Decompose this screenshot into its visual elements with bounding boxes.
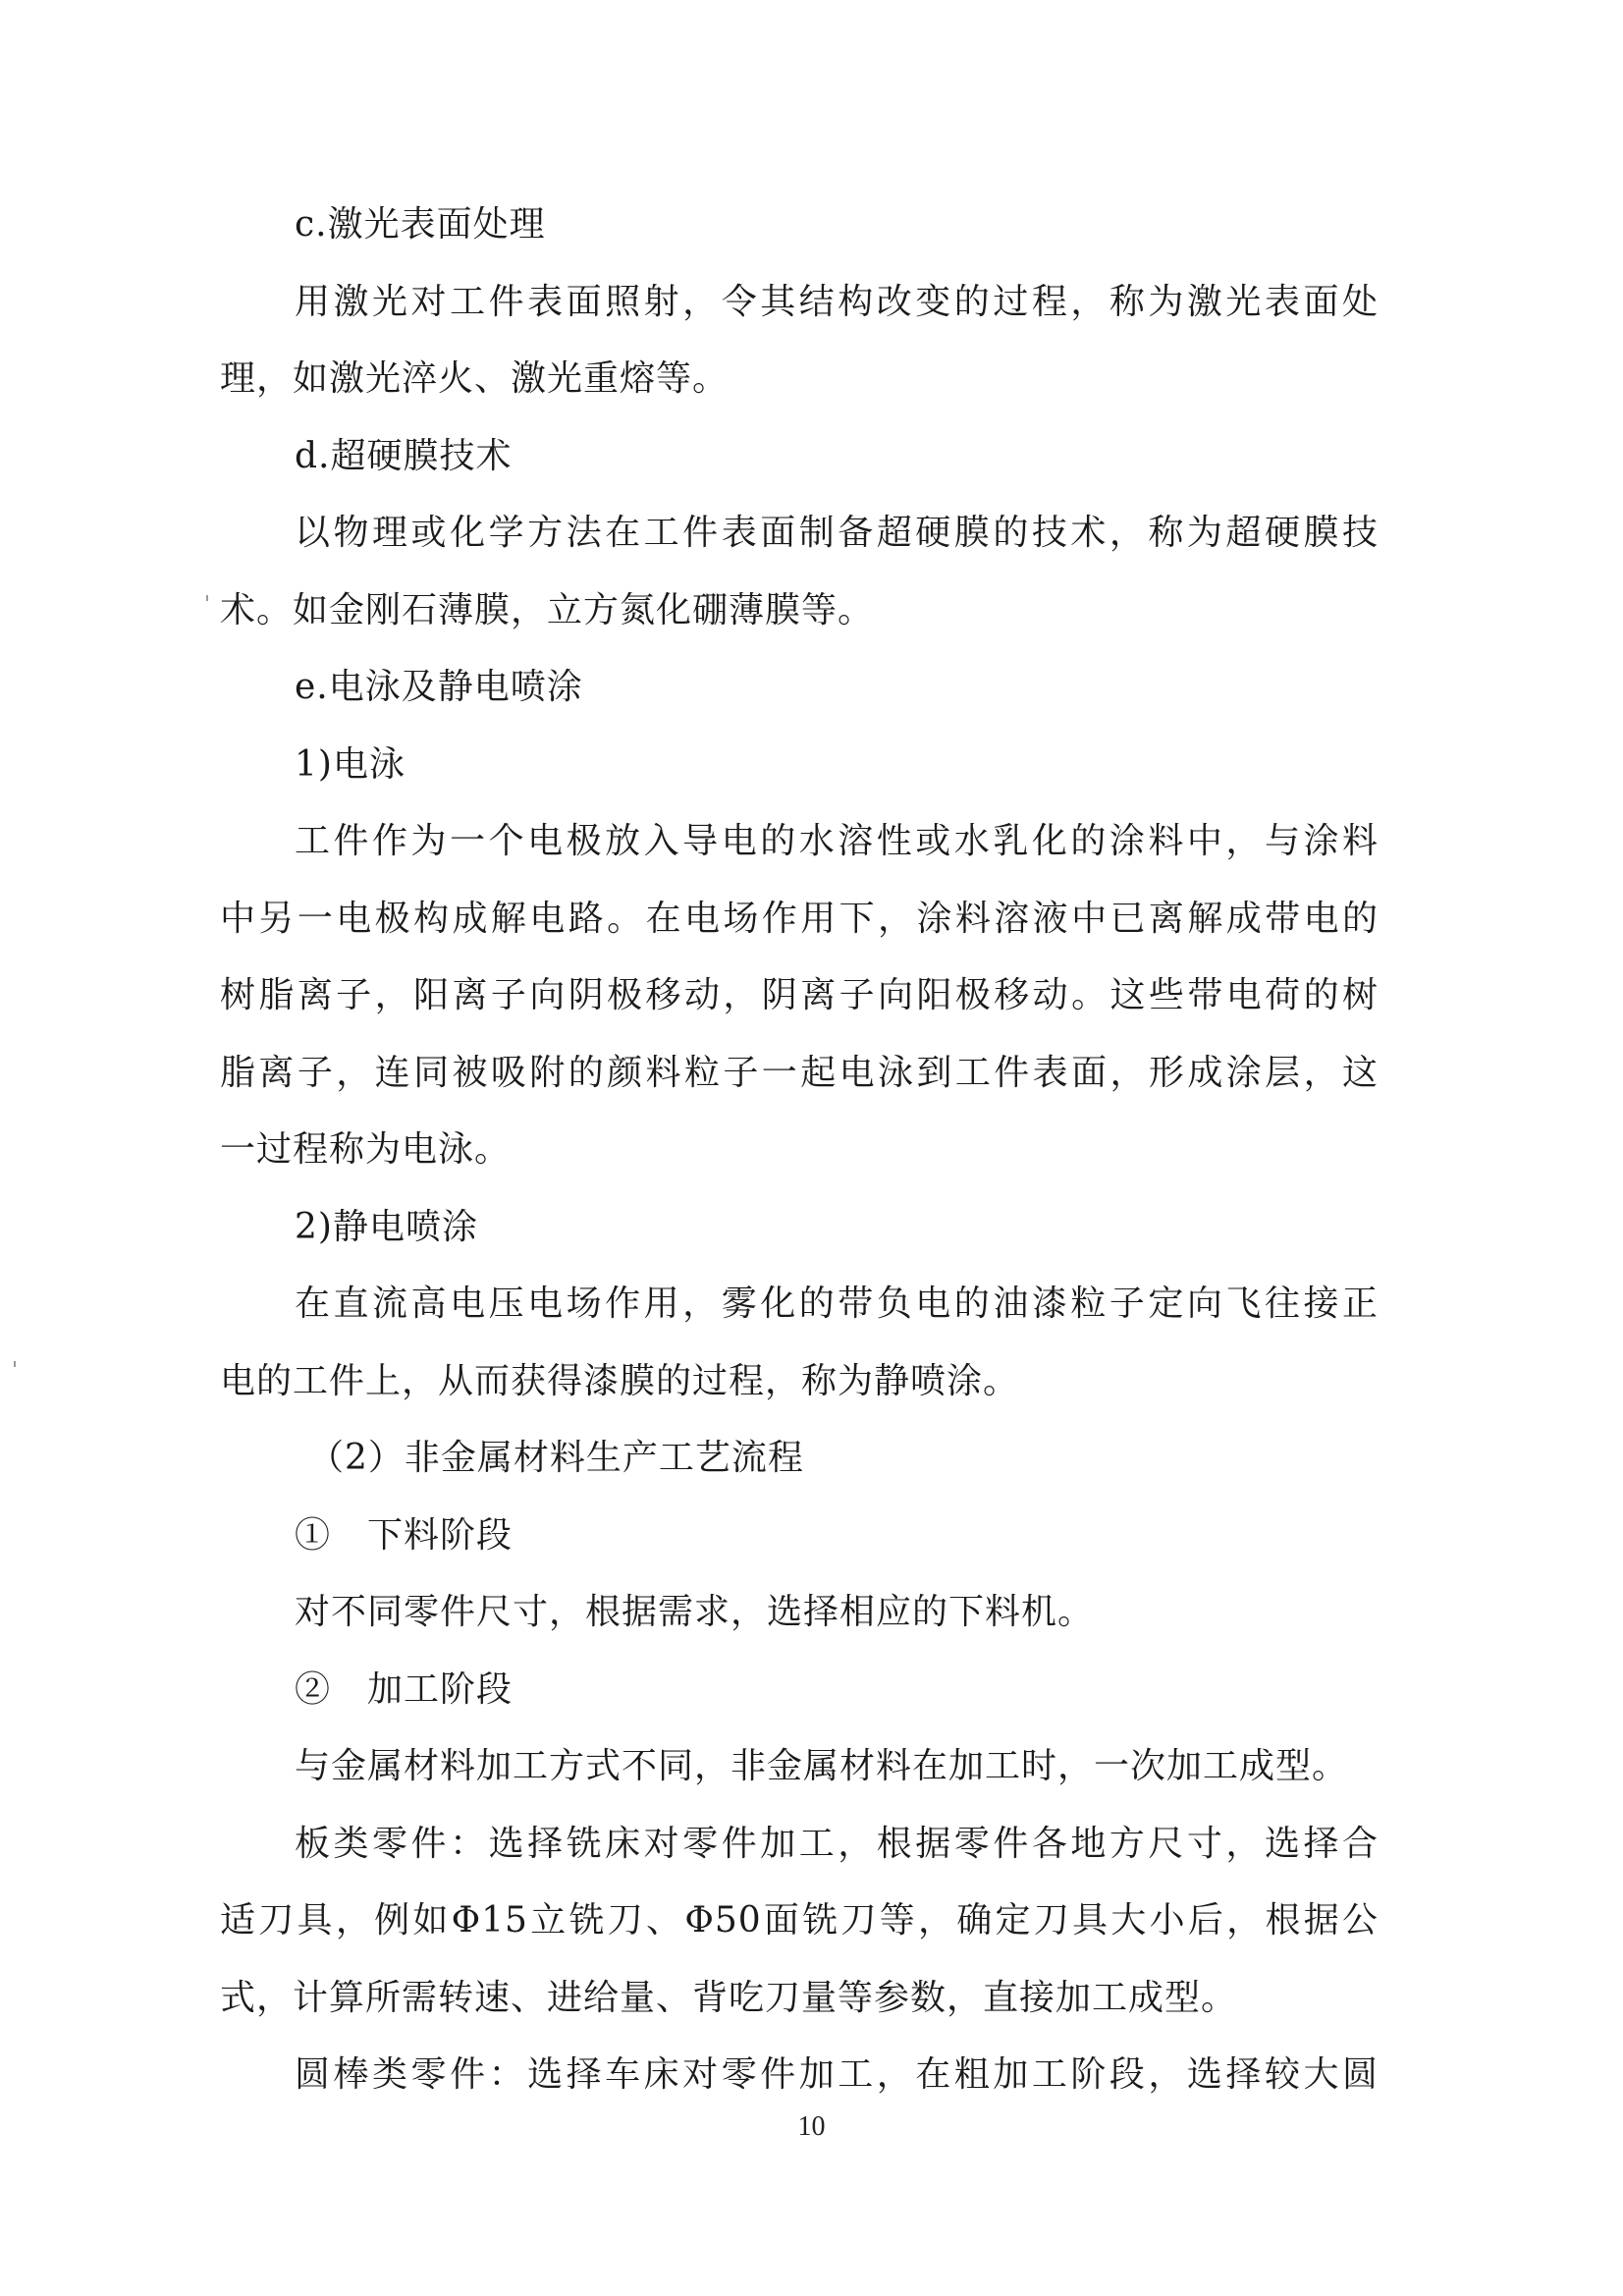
page-number: 10 [797,2111,826,2142]
step-processing-stage: ② 加工阶段 [295,1668,514,1710]
paragraph-line: 电的工件上，从而获得漆膜的过程，称为静喷涂。 [220,1360,1020,1401]
paragraph-line: 适刀具，例如Φ15立铣刀、Φ50面铣刀等，确定刀具大小后，根据公 [220,1900,1379,1941]
heading-electrophoresis-spraying: e.电泳及静电喷涂 [295,667,583,707]
paragraph-line: 在直流高电压电场作用，雾化的带负电的油漆粒子定向飞往接正 [295,1284,1379,1324]
paragraph-line: 与金属材料加工方式不同，非金属材料在加工时，一次加工成型。 [295,1746,1349,1786]
step-cutting-stage: ① 下料阶段 [295,1514,514,1556]
paragraph-line: 中另一电极构成解电路。在电场作用下，涂料溶液中已离解成带电的 [220,898,1379,939]
paragraph-line: 对不同零件尺寸，根据需求，选择相应的下料机。 [295,1592,1095,1632]
paragraph-line: 工件作为一个电极放入导电的水溶性或水乳化的涂料中，与涂料 [295,821,1379,861]
subheading-electrostatic-spraying: 2)静电喷涂 [295,1206,478,1247]
paragraph-line: 术。如金刚石薄膜，立方氮化硼薄膜等。 [220,589,875,630]
paragraph-line: 用激光对工件表面照射，令其结构改变的过程，称为激光表面处 [295,281,1379,322]
paragraph-line: 板类零件：选择铣床对零件加工，根据零件各地方尺寸，选择合 [295,1823,1379,1864]
heading-nonmetal-process: （2）非金属材料生产工艺流程 [308,1438,804,1478]
paragraph-line: 脂离子，连同被吸附的颜料粒子一起电泳到工件表面，形成涂层，这 [220,1052,1379,1093]
subheading-electrophoresis: 1)电泳 [295,743,406,785]
document-body [220,187,1379,2114]
paragraph-line: 以物理或化学方法在工件表面制备超硬膜的技术，称为超硬膜技 [295,513,1379,553]
scan-speck [14,1361,16,1367]
heading-superhard-film: d.超硬膜技术 [295,435,513,476]
heading-laser-surface-treatment: c.激光表面处理 [295,204,546,245]
paragraph-line: 圆棒类零件：选择车床对零件加工，在粗加工阶段，选择较大圆 [295,2054,1379,2095]
scan-speck [206,595,208,601]
paragraph-line: 一过程称为电泳。 [220,1129,512,1170]
paragraph-line: 理，如激光淬火、激光重熔等。 [220,358,730,399]
paragraph-line: 树脂离子，阳离子向阴极移动，阴离子向阳极移动。这些带电荷的树 [220,975,1379,1015]
paragraph-line: 式，计算所需转速、进给量、背吃刀量等参数，直接加工成型。 [220,1977,1238,2018]
